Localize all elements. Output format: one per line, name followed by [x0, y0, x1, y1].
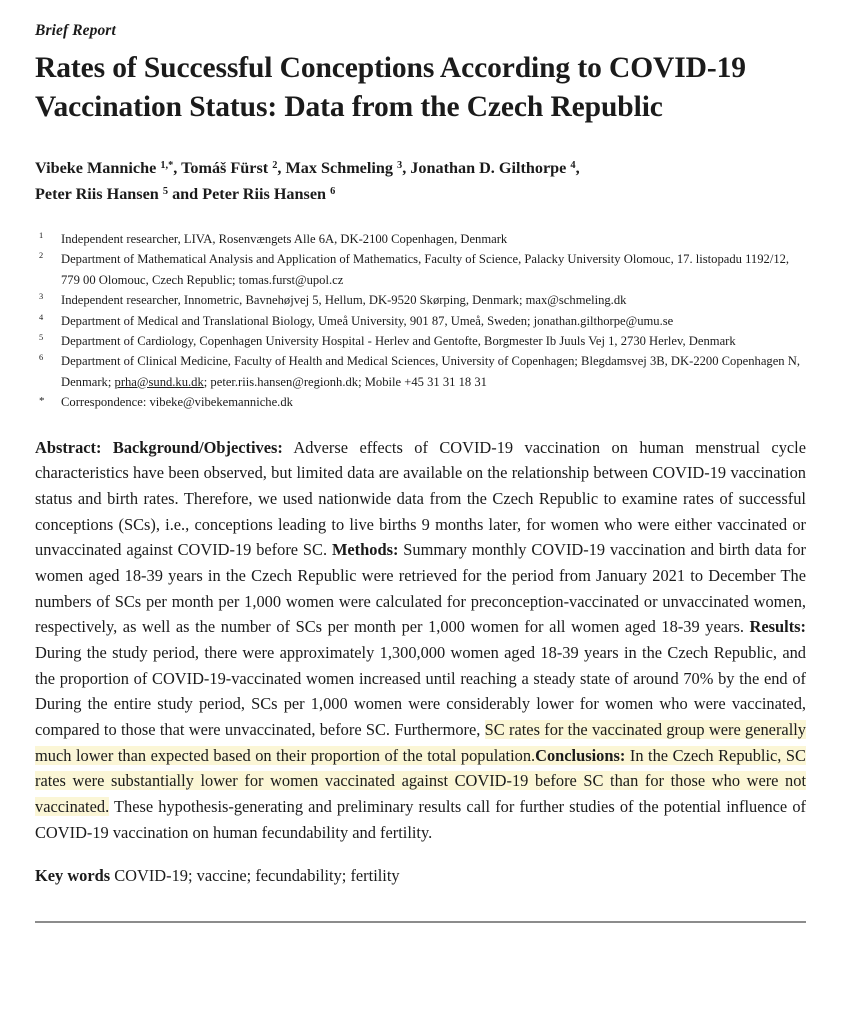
affiliation-text-part2: ; peter.riis.hansen@regionh.dk; Mobile +45 31 31 18 31	[203, 374, 487, 389]
abstract-tail-text: These hypothesis-generating and preliminary results call for further studies of the potential influence of COVID-19 vaccination on human fecundability and fertility.	[35, 796, 806, 842]
correspondence-text: Correspondence: vibeke@vibekemanniche.dk	[61, 395, 293, 410]
abstract-background-text: Adverse effects of COVID-19 vaccination on human menstrual cycle characteristics have been observed, but limited data are available on the relationship between COVID-19 vaccination status and birth rates. Therefore, we used nationwide data from the Czech Republic to examine rates of successful conceptions (SCs), i.e., conceptions leading to live births 9 months later, for women who were either vaccinated or unvaccinated against COVID-19 before SC.	[35, 437, 807, 560]
affiliation-item	[35, 290, 806, 310]
affiliation-text: Independent researcher, LIVA, Rosenvængets Alle 6A, DK-2100 Copenhagen, Denmark	[61, 231, 508, 246]
affiliation-text: Independent researcher, Innometric, Bavnehøjvej 5, Hellum, DK-9520 Skørping, Denmark; max@schmeling.dk	[61, 293, 627, 308]
author-affiliation-marker-5: 5	[162, 185, 169, 197]
affiliation-text	[61, 351, 806, 392]
author-affiliation-marker-6: 6	[330, 185, 336, 197]
affiliation-list	[35, 229, 806, 413]
affiliation-text: Department of Cardiology, Copenhagen University Hospital - Herlev and Gentofte, Borgmester Ib Juuls Vej 1, 2730 Herlev, Denmark	[61, 333, 736, 348]
author-list	[35, 155, 735, 207]
author-affiliation-marker-3: 3	[397, 159, 403, 171]
author-separator-3: , Jonathan D. Gilthorpe	[402, 158, 571, 177]
correspondence-item	[35, 392, 806, 412]
page-title: Rates of Successful Conceptions According to COVID-19 Vaccination Status: Data from the Czech Republic	[35, 52, 746, 124]
article-type-label: Brief Report	[35, 22, 116, 39]
abstract-highlighted-text-1: SC rates for the vaccinated group were generally much lower than expected based on their proportion of the total population.	[35, 719, 806, 765]
affiliation-item	[35, 331, 806, 351]
keywords-text: COVID-19; vaccine; fecundability; fertility	[110, 866, 400, 886]
author-separator-4: ,	[575, 158, 580, 177]
author-affiliation-marker-4: 4	[570, 159, 576, 171]
affiliation-marker: 2	[39, 251, 44, 261]
keywords-label: Key words	[35, 866, 111, 886]
author-separator-2: , Max Schmeling	[277, 158, 398, 177]
author-name-1: Vibeke Manniche	[35, 158, 161, 177]
affiliation-marker: 4	[39, 312, 44, 322]
email-link[interactable]: prha@sund.ku.dk	[114, 374, 204, 389]
affiliation-marker: 3	[39, 292, 44, 302]
author-separator-1: , Tomáš Fürst	[173, 158, 273, 177]
abstract-methods-label: Methods:	[331, 540, 399, 560]
affiliation-marker: 5	[39, 332, 44, 342]
abstract-conclusions-label: Conclusions:	[535, 745, 626, 765]
footer-divider	[35, 921, 806, 923]
abstract-results-label: Results:	[749, 617, 806, 637]
affiliation-marker: 6	[39, 353, 44, 363]
author-separator-5: and Peter Riis Hansen	[168, 184, 331, 203]
abstract-background-label: Abstract: Background/Objectives:	[35, 437, 283, 457]
correspondence-marker: *	[39, 395, 45, 408]
author-affiliation-marker-2: 2	[272, 159, 278, 171]
affiliation-text-part1: Department of Clinical Medicine, Faculty of Health and Medical Sciences, University of Copenhagen; Blegdamsvej 3B, DK-2200 Copenhagen N, Denmark;	[61, 354, 800, 389]
affiliation-item	[35, 351, 806, 392]
abstract-results-text: During the study period, there were approximately 1,300,000 women aged 18-39 years in the Czech Republic, and the proportion of COVID-19-vaccinated women increased until reaching a steady state of around 70% by the end of During the entire study period, SCs per 1,000 women were considerably lower for women who were vaccinated, compared to those that were unvaccinated, before SC. Furthermore,	[35, 642, 806, 739]
affiliation-text: Department of Medical and Translational Biology, Umeå University, 901 87, Umeå, Sweden; jonathan.gilthorpe@umu.se	[61, 313, 674, 328]
author-affiliation-marker-1: 1,*	[160, 159, 174, 171]
abstract-highlighted-text-2: In the Czech Republic, SC rates were substantially lower for women vaccinated against COVID-19 before SC than for those who were not vaccinated.	[35, 745, 806, 816]
page-content	[35, 0, 806, 923]
affiliation-item	[35, 229, 806, 249]
keywords-line	[35, 864, 806, 889]
author-name-5: Peter Riis Hansen	[35, 184, 163, 203]
abstract-paragraph	[35, 435, 806, 846]
affiliation-marker: 1	[39, 230, 44, 240]
affiliation-text: Department of Mathematical Analysis and Application of Mathematics, Faculty of Science, Palacky University Olomouc, 17. listopadu 1192/12, 779 00 Olomouc, Czech Republic; tomas.furst@upol.cz	[61, 252, 790, 287]
abstract-methods-text: Summary monthly COVID-19 vaccination and birth data for women aged 18-39 years in the Czech Republic were retrieved for the period from January 2021 to December The numbers of SCs per month per 1,000 women were calculated for preconception-vaccinated or unvaccinated women, respectively, as well as the number of SCs per month per 1,000 women for all women aged 18-39 years.	[35, 540, 806, 637]
affiliation-item	[35, 249, 806, 290]
affiliation-item	[35, 311, 806, 331]
